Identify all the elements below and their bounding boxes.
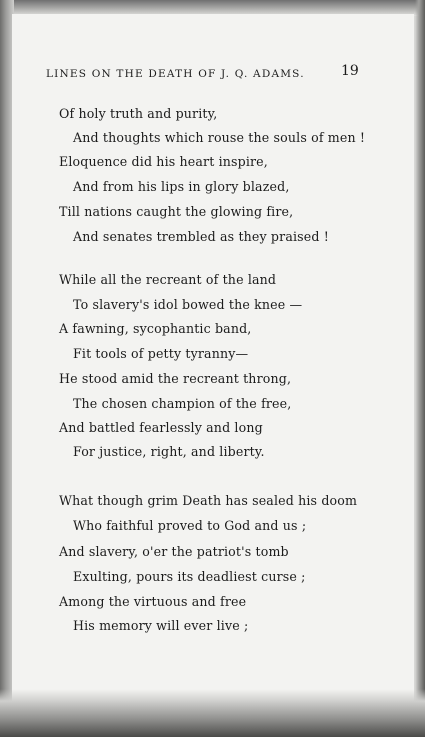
page-number: 19: [341, 63, 359, 79]
scan-edge-bottom: [0, 689, 425, 737]
poem-line: He stood amid the recreant throng,: [59, 371, 292, 386]
poem-line: While all the recreant of the land: [59, 272, 277, 287]
poem-line: Of holy truth and purity,: [59, 106, 218, 121]
poem-line: A fawning, sycophantic band,: [59, 321, 252, 336]
poem-line: And thoughts which rouse the souls of men !: [73, 130, 366, 145]
poem-line: And senates trembled as they praised !: [73, 229, 329, 244]
poem-line: Among the virtuous and free: [59, 594, 247, 609]
poem-line: And slavery, o'er the patriot's tomb: [59, 544, 289, 559]
poem-line: Till nations caught the glowing fire,: [59, 204, 294, 219]
poem-line: And from his lips in glory blazed,: [73, 179, 290, 194]
poem-line: Fit tools of petty tyranny—: [73, 346, 249, 361]
poem-line: What though grim Death has sealed his doom: [59, 493, 358, 508]
scan-edge-right: [415, 0, 425, 737]
poem-line: The chosen champion of the free,: [73, 396, 292, 411]
running-title: LINES ON THE DEATH OF J. Q. ADAMS.: [46, 68, 305, 80]
poem-line: For justice, right, and liberty.: [73, 444, 265, 459]
poem-line: To slavery's idol bowed the knee —: [73, 297, 303, 312]
poem-line: Who faithful proved to God and us ;: [73, 518, 307, 533]
poem-line: And battled fearlessly and long: [59, 420, 263, 435]
poem-line: Eloquence did his heart inspire,: [59, 154, 268, 169]
poem-line: Exulting, pours its deadliest curse ;: [73, 569, 306, 584]
poem-line: His memory will ever live ;: [73, 618, 249, 633]
